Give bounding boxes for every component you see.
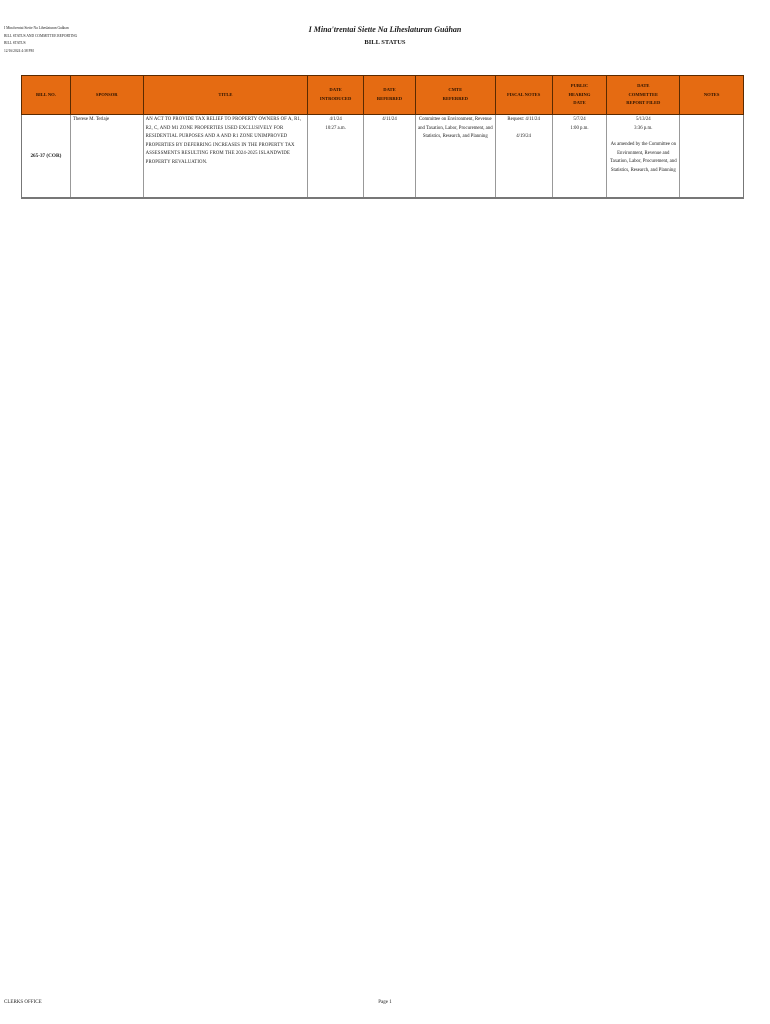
bill-title: AN ACT TO PROVIDE TAX RELIEF TO PROPERTY OWNERS OF A, R1, R2, C, AND M1 ZONE PROPERTIES USED EXCLUSIVELY FOR RESIDENTIAL PURPOSES AND A AND R1 ZONE UNIMPROVED PROPERTIES BY DEFERRING INCREASES IN THE PROPERTY TAX ASSESSMENTS RESULTING FROM THE 2024-2025 ISLANDWIDE PROPERTY REVALUATION. <box>144 115 309 197</box>
meta-line-3: BILL STATUS <box>4 41 26 46</box>
col-title: TITLE <box>144 76 309 114</box>
legislature-title: I Mina'trentai Siette Na Liheslaturan Guåhan <box>308 25 462 34</box>
footer-office: CLERKS OFFICE <box>4 1000 42 1005</box>
table-header-row <box>21 75 744 115</box>
committee-report-filed: 5/13/24 3:36 p.m. As amended by the Committee on Environment, Revenue and Taxation, Labor, Procurement, and Statistics, Research, and Planning <box>607 115 680 197</box>
col-bill-no: BILL NO. <box>22 76 71 114</box>
bill-status-table <box>21 75 744 199</box>
meta-line-2: BILL STATUS AND COMMITTEE REPORTING <box>4 33 78 38</box>
col-notes: NOTES <box>703 91 720 97</box>
col-date-introduced: DATE INTRODUCED <box>308 76 364 114</box>
committee-referred: Committee on Environment, Revenue and Taxation, Labor, Procurement, and Statistics, Research, and Planning <box>416 115 496 197</box>
page-number: Page 1 <box>378 1000 392 1005</box>
col-public-hearing: PUBLIC HEARING DATE <box>553 76 608 114</box>
public-hearing-date: 5/7/24 1:00 p.m. <box>553 115 608 197</box>
col-fiscal-notes: FISCAL NOTES <box>496 76 553 114</box>
bill-number: 265-37 (COR) <box>22 115 71 197</box>
meta-line-1: I Mina'trentai Siette Na Liheslaturan Guåhan <box>4 26 69 30</box>
col-sponsor: SPONSOR <box>71 76 144 114</box>
page-title: BILL STATUS <box>364 39 406 46</box>
col-date-referred: DATE REFERRED <box>364 76 416 114</box>
meta-line-4: 12/16/2024 4:38 PM <box>4 48 34 53</box>
date-referred: 4/11/24 <box>364 115 416 197</box>
col-committee-report: DATE COMMITTEE REPORT FILED <box>607 76 680 114</box>
col-cmte-referred: CMTE REFERRED <box>416 76 496 114</box>
date-introduced: 4/1/24 10:27 a.m. <box>308 115 364 197</box>
table-row <box>21 115 744 199</box>
notes-cell <box>680 115 743 197</box>
sponsor-name: Therese M. Terlaje <box>71 115 144 197</box>
fiscal-notes: Request: 4/11/24 4/19/24 <box>496 115 553 197</box>
